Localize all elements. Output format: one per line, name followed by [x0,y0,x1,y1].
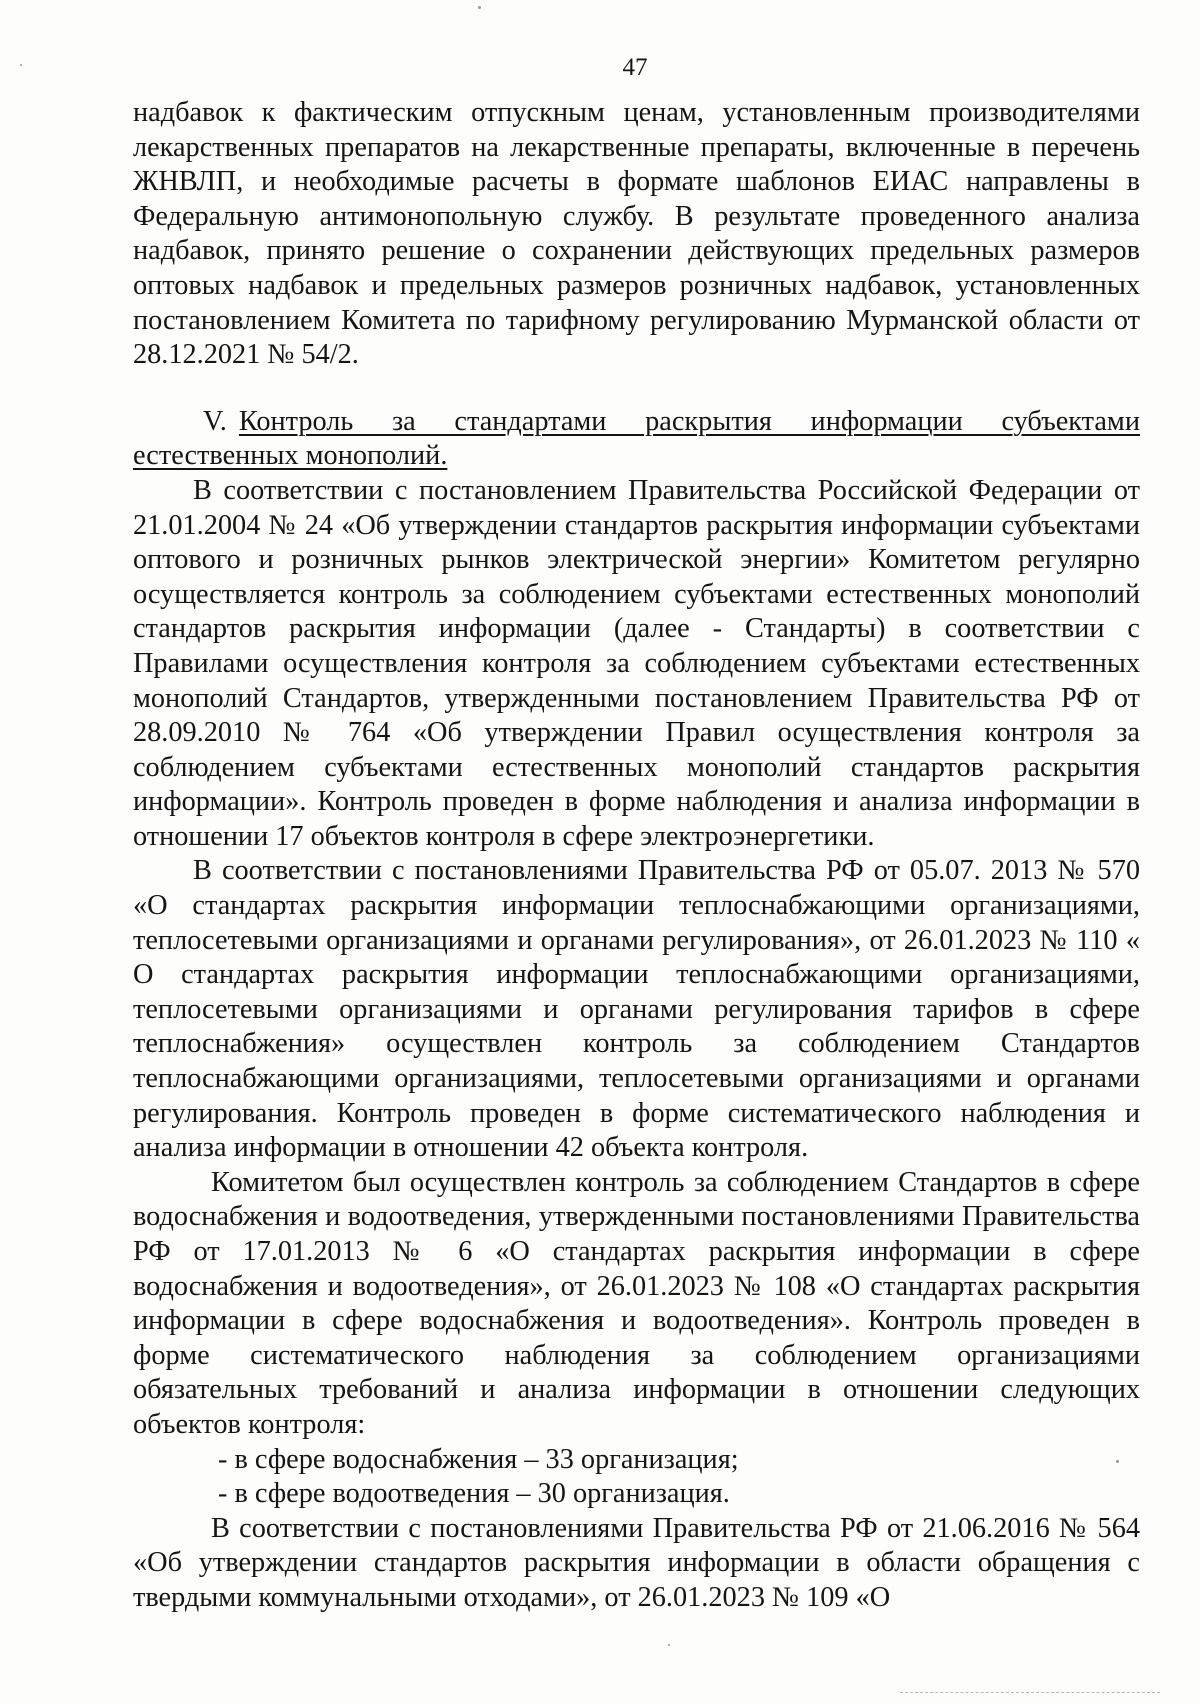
paragraph-heat-supply: В соответствии с постановлениями Правительства РФ от 05.07. 2013 № 570 «О стандартах раскрытия информации теплоснабжающими организациями, теплосетевыми организациями и органами регулирования», от 26.01.2023 № 110 « О стандартах раскрытия информации теплоснабжающими организациями, теплосетевыми организациями и органами регулирования тарифов в сфере теплоснабжения» осуществлен контроль за соблюдением Стандартов теплоснабжающими организациями, теплосетевыми организациями и органами регулирования. Контроль проведен в форме систематического наблюдения и анализа информации в отношении 42 объекта контроля. [133,855,1140,1164]
paragraph-markups-analysis: надбавок к фактическим отпускным ценам, установленным производителями лекарственных препаратов на лекарственные препараты, включенные в перечень ЖНВЛП, и необходимые расчеты в формате шаблонов ЕИАС направлены в Федеральную антимонопольную службу. В результате проведенного анализа надбавок, принято решение о сохранении действующих предельных размеров оптовых надбавок и предельных размеров розничных надбавок, установленных постановлением Комитета по тарифному регулированию Мурманской области от 28.12.2021 № 54/2. [133,97,1140,371]
scan-edge-mark [900,1692,1160,1696]
scan-speck [478,6,481,9]
scan-speck [1116,1460,1119,1463]
list-item-water-supply: - в сфере водоснабжения – 33 организация; [218,1443,739,1475]
section-number: V. [203,405,227,437]
list-item-water-disposal: - в сфере водоотведения – 30 организация. [218,1478,730,1510]
scan-speck [20,64,22,66]
paragraph-electric-energy: В соответствии с постановлением Правительства Российской Федерации от 21.01.2004 № 24 «Об утверждении стандартов раскрытия информации субъектами оптового и розничных рынков электрической энергии» Комитетом регулярно осуществляется контроль за соблюдением субъектами естественных монополий стандартов раскрытия информации (далее - Стандарты) в соответствии с Правилами осуществления контроля за соблюдением субъектами естественных монополий Стандартов, утвержденными постановлением Правительства РФ от 28.09.2010 № 764 «Об утверждении Правил осуществления контроля за соблюдением субъектами естественных монополий стандартов раскрытия информации». Контроль проведен в форме наблюдения и анализа информации в отношении 17 объектов контроля в сфере электроэнергетики. [133,474,1140,852]
document-body [133,96,1140,1616]
section-heading [133,405,1140,474]
paragraph-solid-waste: В соответствии с постановлениями Правительства РФ от 21.06.2016 № 564 «Об утверждении стандартов раскрытия информации в области обращения с твердыми коммунальными отходами», от 26.01.2023 № 109 «О [133,1512,1140,1613]
control-objects-list [133,1443,1140,1512]
page-number: 47 [622,54,648,81]
scan-speck [668,1644,670,1646]
paragraph-water-supply: Комитетом был осуществлен контроль за соблюдением Стандартов в сфере водоснабжения и водоотведения, утвержденными постановлениями Правительства РФ от 17.01.2013 № 6 «О стандартах раскрытия информации в сфере водоснабжения и водоотведения», от 26.01.2023 № 108 «О стандартах раскрытия информации в сфере водоснабжения и водоотведения». Контроль проведен в форме систематического наблюдения за соблюдением организациями обязательных требований и анализа информации в отношении следующих объектов контроля: [133,1166,1140,1440]
section-title: Контроль за стандартами раскрытия информации субъектами естественных монополий. [133,405,1140,472]
